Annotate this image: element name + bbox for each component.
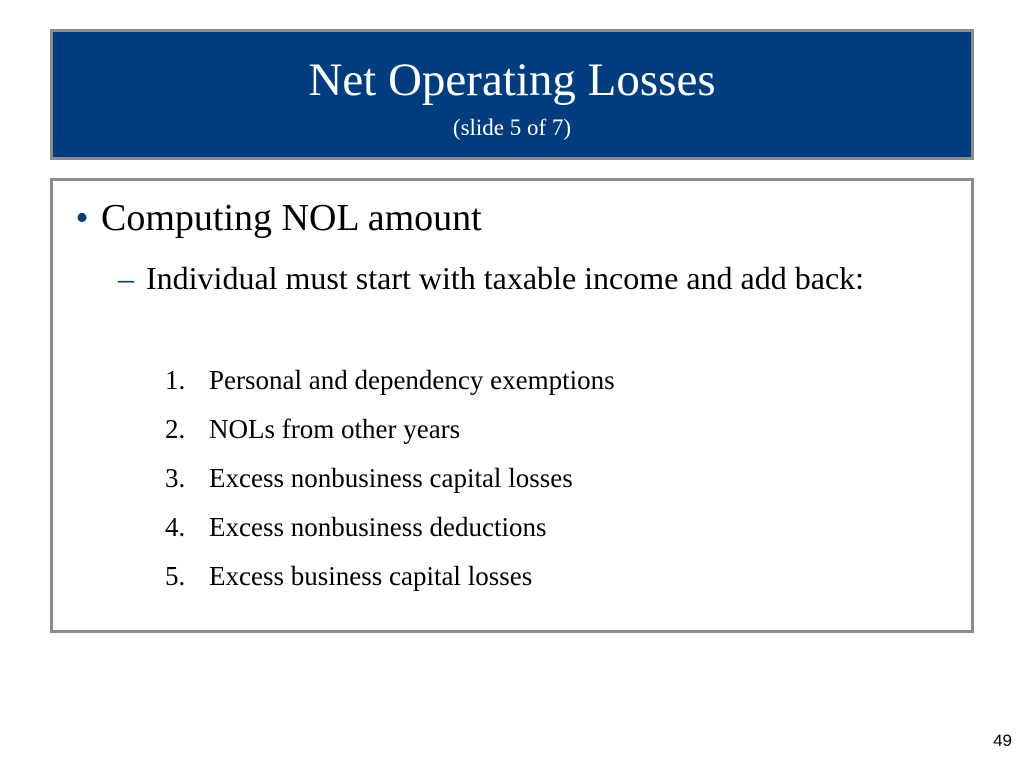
list-item-number: 3.	[165, 463, 186, 493]
list-item-number: 1.	[165, 365, 186, 395]
list-item-text: Excess nonbusiness deductions	[209, 512, 547, 542]
list-item-number: 2.	[165, 414, 186, 444]
list-item	[165, 356, 945, 405]
list-item	[165, 454, 945, 503]
list-item-text: Excess nonbusiness capital losses	[209, 463, 573, 493]
slide-content-box	[50, 178, 974, 633]
list-item-text: Excess business capital losses	[209, 561, 533, 591]
list-item-number: 4.	[165, 512, 186, 542]
sub-bullet	[118, 255, 958, 301]
list-item	[165, 405, 945, 454]
page-number: 49	[993, 731, 1012, 750]
sub-bullet-marker: –	[118, 260, 134, 296]
slide-title: Net Operating Losses	[308, 54, 716, 106]
slide-title-box	[50, 29, 974, 160]
slide-subtitle: (slide 5 of 7)	[452, 115, 572, 140]
list-item	[165, 552, 945, 601]
bullet-marker: •	[75, 197, 89, 239]
list-item-text: Personal and dependency exemptions	[209, 365, 615, 395]
list-item-text: NOLs from other years	[209, 414, 461, 444]
main-bullet-text: Computing NOL amount	[101, 197, 482, 239]
list-item	[165, 503, 945, 552]
sub-bullet-text: Individual must start with taxable income and add back:	[146, 260, 865, 296]
main-bullet	[63, 195, 482, 241]
addback-list	[165, 356, 945, 601]
list-item-number: 5.	[165, 561, 186, 591]
